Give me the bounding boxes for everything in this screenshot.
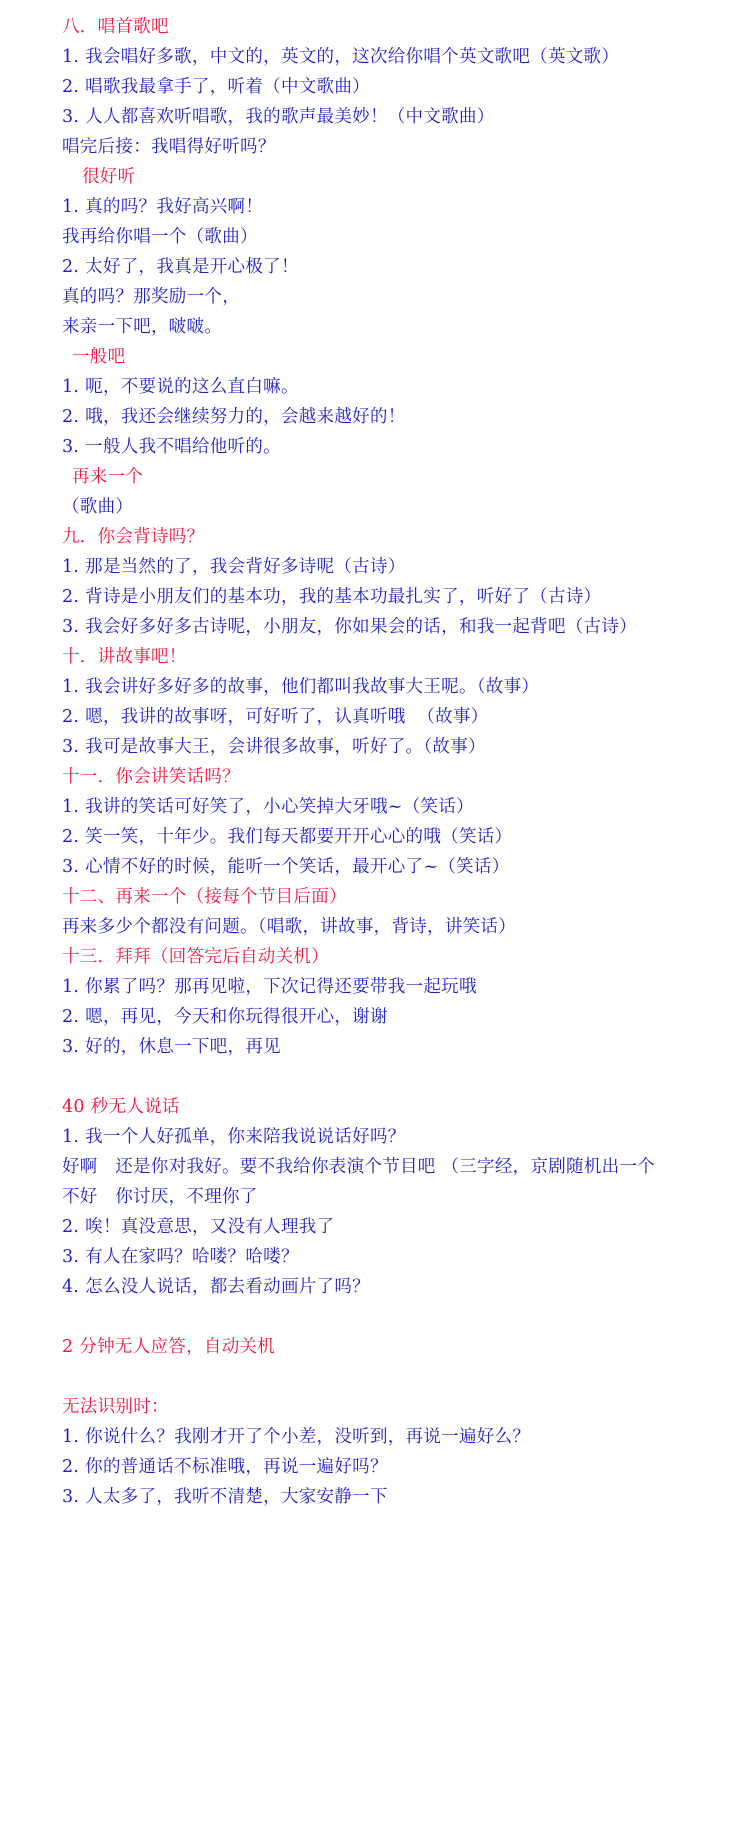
text-line: 3. 人人都喜欢听唱歌，我的歌声最美妙！（中文歌曲） [62,107,495,127]
text-line: 1. 我讲的笑话可好笑了，小心笑掉大牙哦~（笑话） [62,797,474,817]
text-line: 1. 呃，不要说的这么直白嘛。 [62,377,299,397]
text-line: 不好 你讨厌，不理你了 [62,1187,258,1207]
text-line: 2. 嗯，再见，今天和你玩得很开心，谢谢 [62,1007,388,1027]
text-line: 3. 有人在家吗？哈喽？哈喽？ [62,1247,299,1267]
text-line: 1. 我会唱好多歌，中文的，英文的，这次给你唱个英文歌吧（英文歌） [62,47,620,67]
text-line: 2. 你的普通话不标准哦，再说一遍好吗？ [62,1457,388,1477]
text-line: 再来多少个都没有问题。（唱歌，讲故事，背诗，讲笑话） [62,917,517,937]
text-line: 3. 好的，休息一下吧，再见 [62,1037,281,1057]
section-heading: 再来一个 [72,467,144,487]
section-heading: 很好听 [82,167,136,187]
text-line: 好啊 还是你对我好。要不我给你表演个节目吧 （三字经，京剧随机出一个 [62,1157,656,1177]
section-heading: 40 秒无人说话 [62,1097,180,1117]
section-heading: 一般吧 [72,347,126,367]
text-line: 1. 我会讲好多好多的故事，他们都叫我故事大王呢。（故事） [62,677,540,697]
section-heading: 八．唱首歌吧 [62,17,169,37]
text-line: 2. 哦，我还会继续努力的，会越来越好的！ [62,407,406,427]
text-line: 1. 你说什么？我刚才开了个小差，没听到，再说一遍好么？ [62,1427,531,1447]
section-heading: 无法识别时： [62,1397,169,1417]
text-line: 1. 我一个人好孤单，你来陪我说说话好吗？ [62,1127,406,1147]
text-line: 3. 一般人我不唱给他听的。 [62,437,281,457]
text-line: 1. 你累了吗？那再见啦，下次记得还要带我一起玩哦 [62,977,477,997]
text-line: 1. 那是当然的了，我会背好多诗呢（古诗） [62,557,406,577]
text-line: 4. 怎么没人说话，都去看动画片了吗？ [62,1277,370,1297]
text-line: 2. 唉！真没意思，又没有人理我了 [62,1217,335,1237]
text-line: 2. 唱歌我最拿手了，听着（中文歌曲） [62,77,370,97]
section-heading: 十．讲故事吧！ [62,647,187,667]
section-heading: 十一．你会讲笑话吗？ [62,767,240,787]
text-line: 3. 人太多了，我听不清楚，大家安静一下 [62,1487,388,1507]
section-heading: 十三．拜拜（回答完后自动关机） [62,947,329,967]
text-line: 唱完后接：我唱得好听吗？ [62,137,276,157]
text-line: 2. 嗯，我讲的故事呀，可好听了，认真听哦 （故事） [62,707,489,727]
text-line: 2. 笑一笑，十年少。我们每天都要开开心心的哦（笑话） [62,827,513,847]
text-line: 我再给你唱一个（歌曲） [62,227,258,247]
text-line: 来亲一下吧，啵啵。 [62,317,223,337]
section-heading: 2 分钟无人应答，自动关机 [62,1337,276,1357]
text-line: 3. 我会好多好多古诗呢，小朋友，你如果会的话，和我一起背吧（古诗） [62,617,637,637]
text-line: 2. 背诗是小朋友们的基本功，我的基本功最扎实了，听好了（古诗） [62,587,602,607]
text-line: 2. 太好了，我真是开心极了！ [62,257,299,277]
text-line: 3. 我可是故事大王，会讲很多故事，听好了。（故事） [62,737,486,757]
text-line: 3. 心情不好的时候，能听一个笑话，最开心了~（笑话） [62,857,510,877]
text-line: （歌曲） [62,497,134,517]
section-heading: 九．你会背诗吗？ [62,527,205,547]
text-line: 1. 真的吗？我好高兴啊！ [62,197,264,217]
text-line: 真的吗？那奖励一个， [62,287,240,307]
section-heading: 十二、再来一个（接每个节目后面） [62,887,347,907]
